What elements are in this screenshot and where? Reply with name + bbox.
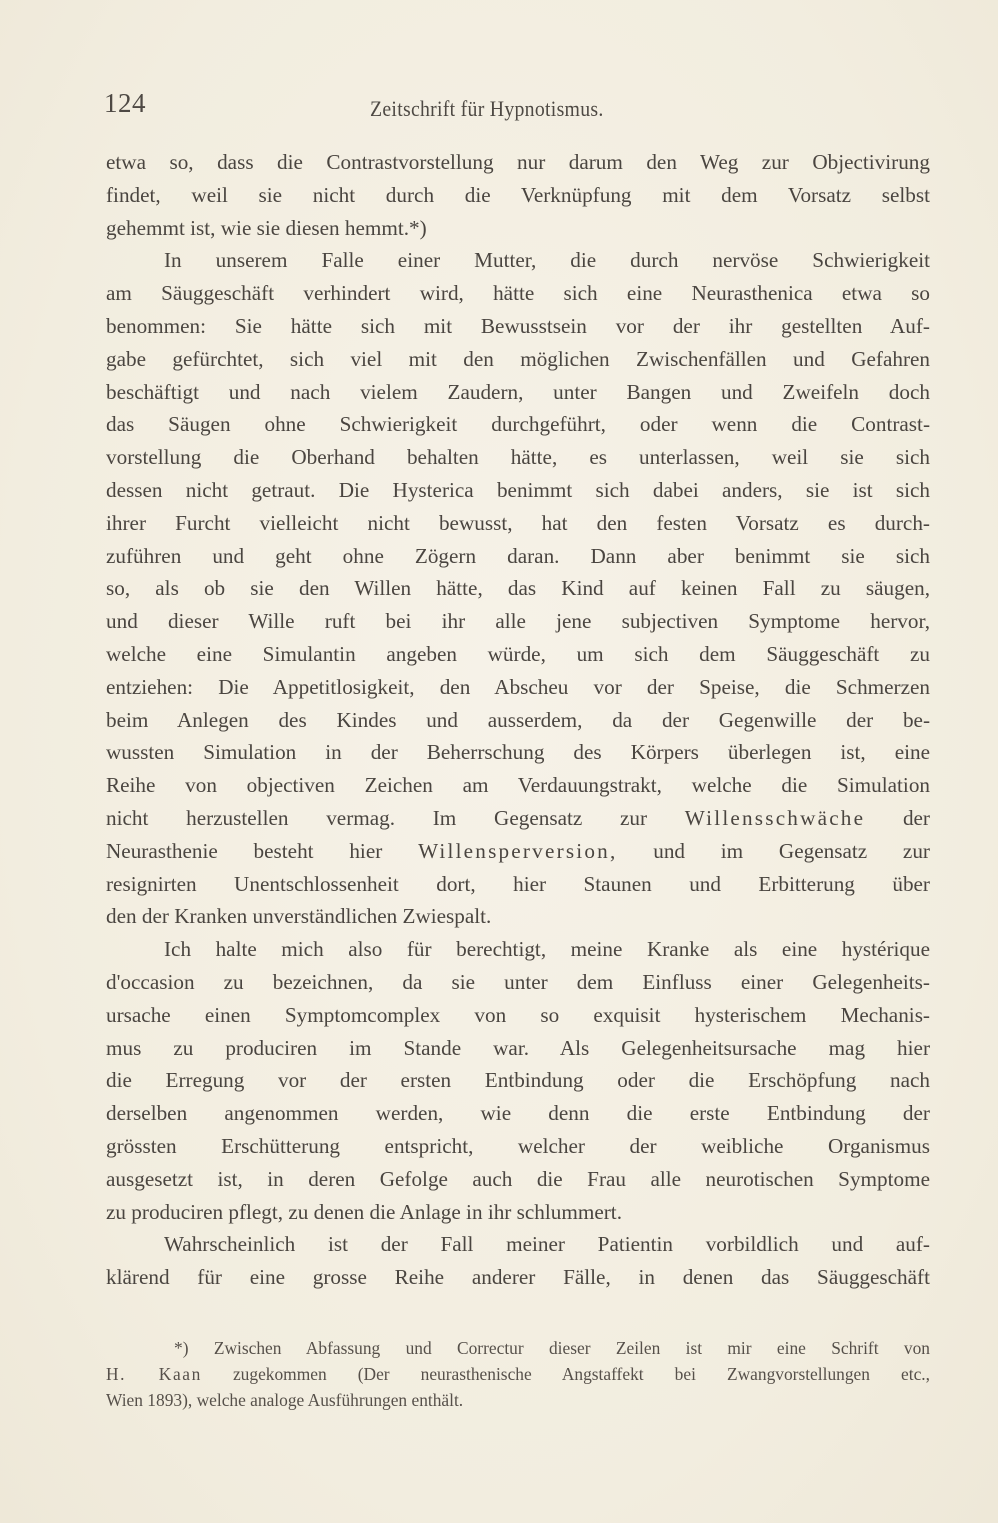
text-line: grössten Erschütterung entspricht, welcher der weibliche Organismus [106, 1133, 930, 1158]
text-line: welche eine Simulantin angeben würde, um sich dem Säuggeschäft zu [106, 641, 930, 666]
page-header [104, 88, 928, 128]
author-name: H. Kaan [106, 1364, 202, 1384]
text-line: gehemmt ist, wie sie diesen hemmt.*) [106, 215, 427, 240]
text-line: derselben angenommen werden, wie denn die erste Entbindung der [106, 1101, 930, 1126]
text-line: ihrer Furcht vielleicht nicht bewusst, hat den festen Vorsatz es durch- [106, 510, 930, 535]
text-line: und dieser Wille ruft bei ihr alle jene subjectiven Symptome hervor, [106, 609, 930, 634]
text-line: Wahrscheinlich ist der Fall meiner Patientin vorbildlich und auf- [164, 1232, 930, 1257]
text-line: zu produciren pflegt, zu denen die Anlage in ihr schlummert. [106, 1199, 622, 1224]
text-line: Ich halte mich also für berechtigt, meine Kranke als eine hystérique [164, 937, 930, 962]
footnote-line: Wien 1893), welche analoge Ausführungen enthält. [106, 1390, 464, 1410]
text-line: beim Anlegen des Kindes und ausserdem, da der Gegenwille der be- [106, 707, 930, 732]
text-line: etwa so, dass die Contrastvorstellung nur darum den Weg zur Objectivirung [106, 150, 930, 174]
text-line: ursache einen Symptomcomplex von so exquisit hysterischem Mechanis- [106, 1002, 930, 1027]
text-line: das Säugen ohne Schwierigkeit durchgeführt, oder wenn die Contrast- [106, 412, 930, 437]
footnote [106, 1335, 930, 1413]
text-line: am Säuggeschäft verhindert wird, hätte sich eine Neurasthenica etwa so [106, 281, 930, 306]
body-text [106, 146, 930, 1294]
text-line: so, als ob sie den Willen hätte, das Kind auf keinen Fall zu säugen, [106, 576, 930, 601]
text-line: gabe gefürchtet, sich viel mit den möglichen Zwischenfällen und Gefahren [106, 346, 930, 371]
text-line: ausgesetzt ist, in deren Gefolge auch die Frau alle neurotischen Symptome [106, 1166, 930, 1191]
text-line: Reihe von objectiven Zeichen am Verdauungstrakt, welche die Simulation [106, 773, 930, 798]
text-segment: zugekommen (Der neurasthenische Angstaffekt bei Zwangvorstellungen etc., [232, 1364, 930, 1384]
text-line: entziehen: Die Appetitlosigkeit, den Abscheu vor der Speise, die Schmerzen [106, 674, 930, 699]
footnote-line [106, 1361, 930, 1387]
text-line: findet, weil sie nicht durch die Verknüpfung mit dem Vorsatz selbst [106, 182, 930, 207]
text-segment: der [902, 805, 930, 830]
emphasized-term: Willensperversion, [418, 838, 618, 863]
text-line: zuführen und geht ohne Zögern daran. Dann aber benimmt sie sich [106, 543, 930, 568]
text-line: die Erregung vor der ersten Entbindung oder die Erschöpfung nach [106, 1068, 930, 1093]
text-line: beschäftigt und nach vielem Zaudern, unter Bangen und Zweifeln doch [106, 379, 930, 404]
page-number: 124 [104, 88, 146, 118]
text-line: vorstellung die Oberhand behalten hätte, es unterlassen, weil sie sich [106, 445, 930, 470]
text-line: klärend für eine grosse Reihe anderer Fälle, in denen das Säuggeschäft [106, 1265, 930, 1290]
text-segment: Neurasthenie besteht hier [106, 838, 383, 863]
text-segment: und im Gegensatz zur [653, 838, 930, 863]
text-line: d'occasion zu bezeichnen, da sie unter dem Einfluss einer Gelegenheits- [106, 969, 930, 994]
text-line-with-emphasis [106, 835, 930, 868]
text-line: den der Kranken unverständlichen Zwiespalt. [106, 904, 492, 929]
text-line: mus zu produciren im Stande war. Als Gelegenheitsursache mag hier [106, 1035, 930, 1060]
emphasized-term: Willensschwäche [684, 805, 866, 830]
text-line: wussten Simulation in der Beherrschung des Körpers überlegen ist, eine [106, 740, 930, 765]
text-line: In unserem Falle einer Mutter, die durch nervöse Schwierigkeit [164, 248, 930, 273]
text-segment: nicht herzustellen vermag. Im Gegensatz zur [106, 805, 648, 830]
footnote-line: *) Zwischen Abfassung und Correctur dieser Zeilen ist mir eine Schrift von [174, 1338, 930, 1358]
text-line: resignirten Unentschlossenheit dort, hier Staunen und Erbitterung über [106, 871, 930, 896]
running-title: Zeitschrift für Hypnotismus. [370, 96, 604, 121]
text-line: dessen nicht getraut. Die Hysterica benimmt sich dabei anders, sie ist sich [106, 477, 930, 502]
text-line-with-emphasis [106, 802, 930, 835]
text-line: benommen: Sie hätte sich mit Bewusstsein vor der ihr gestellten Auf- [106, 313, 930, 338]
